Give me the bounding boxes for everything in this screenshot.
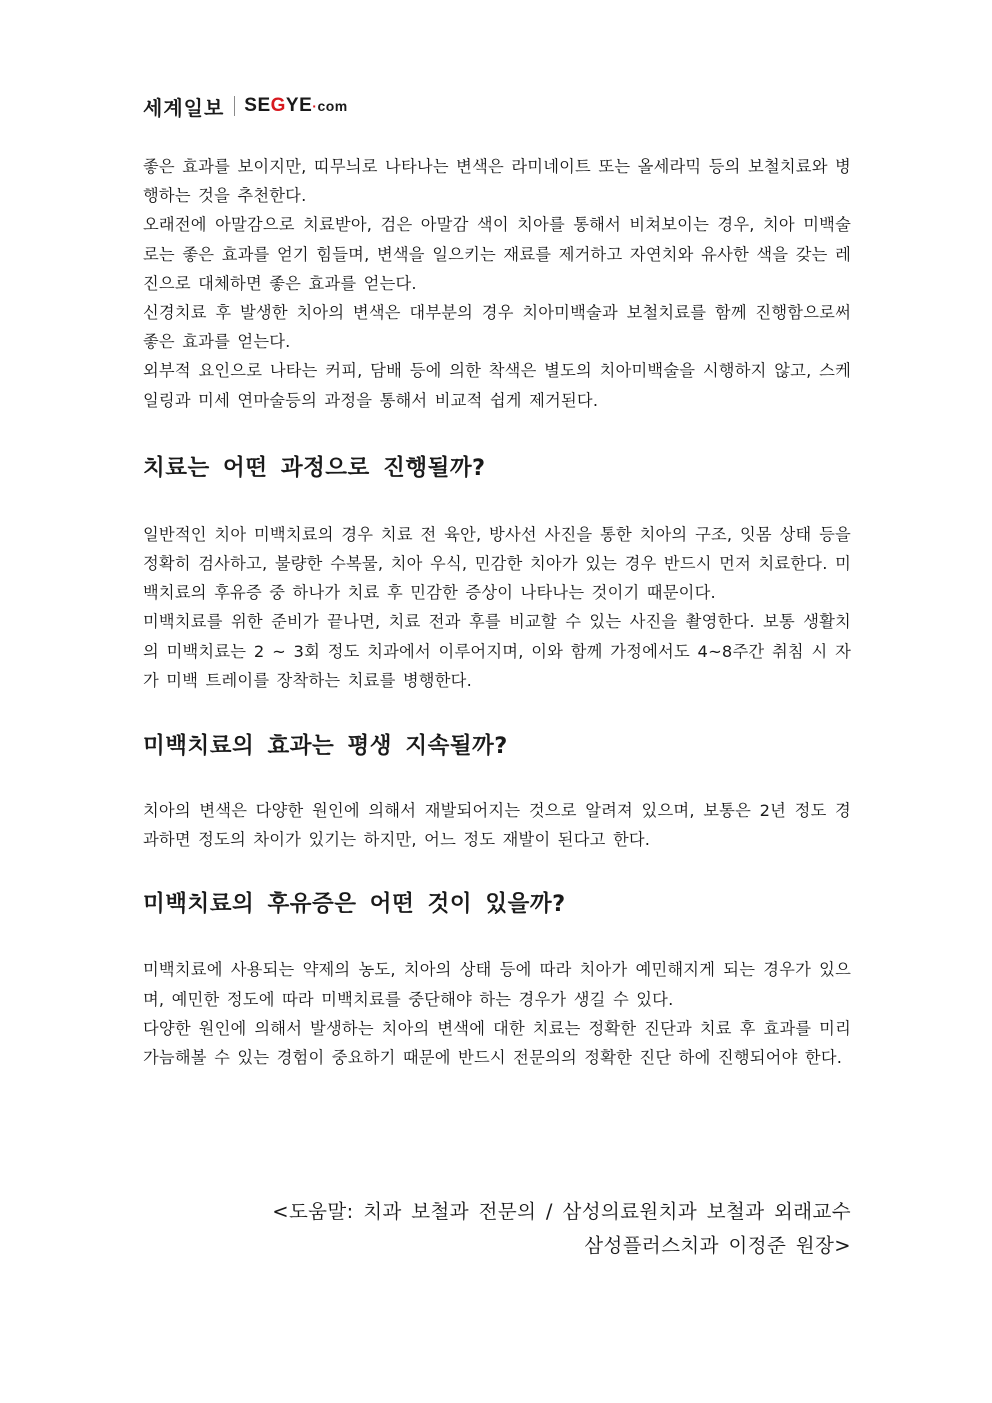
- intro-paragraph: 외부적 요인으로 나타는 커피, 담배 등에 의한 착색은 별도의 치아미백술을 시행하지 않고, 스케일링과 미세 연마술등의 과정을 통해서 비교적 쉽게 제거된다.: [143, 361, 851, 410]
- section-paragraph: 미백치료를 위한 준비가 끝나면, 치료 전과 후를 비교할 수 있는 사진을 촬영한다. 보통 생활치의 미백치료는 2 ~ 3회 정도 치과에서 이루어지며, 이와 함께 가정에서도 4~8주간 취침 시 자가 미백 트레이를 장착하는 치료를 병행한다.: [143, 612, 851, 690]
- logo-text-accent: G: [270, 95, 286, 116]
- logo-divider: [234, 96, 235, 116]
- expert-credit: [272, 1195, 851, 1263]
- article-body: [143, 152, 851, 1072]
- logo-text-suffix: YE: [285, 95, 313, 116]
- masthead-logo: [143, 90, 348, 122]
- section-paragraph: 다양한 원인에 의해서 발생하는 치아의 변색에 대한 치료는 정확한 진단과 치료 후 효과를 미리 가늠해볼 수 있는 경험이 중요하기 때문에 반드시 전문의의 정확한 진단 하에 진행되어야 한다.: [143, 1018, 851, 1068]
- logo-dot: ·: [312, 98, 318, 114]
- newspaper-name-english: [244, 95, 347, 117]
- logo-text-prefix: SE: [244, 95, 271, 116]
- section-paragraph: 미백치료에 사용되는 약제의 농도, 치아의 상태 등에 따라 치아가 예민해지게 되는 경우가 있으며, 예민한 정도에 따라 미백치료를 중단해야 하는 경우가 생길 수 있다.: [143, 960, 851, 1009]
- credit-line: <도움말: 치과 보철과 전문의 / 삼성의료원치과 보철과 외래교수: [272, 1200, 851, 1223]
- section-heading-side-effects: 미백치료의 후유증은 어떤 것이 있을까?: [143, 891, 566, 918]
- logo-domain: com: [317, 98, 348, 114]
- credit-line: 삼성플러스치과 이정준 원장>: [584, 1234, 851, 1257]
- section-paragraph: 치아의 변색은 다양한 원인에 의해서 재발되어지는 것으로 알려져 있으며, 보통은 2년 정도 경과하면 정도의 차이가 있기는 하지만, 어느 정도 재발이 된다고 한다.: [143, 801, 851, 850]
- section-heading-effect-duration: 미백치료의 효과는 평생 지속될까?: [143, 733, 508, 760]
- section-heading-treatment-process: 치료는 어떤 과정으로 진행될까?: [143, 454, 486, 481]
- newspaper-name-korean: 세계일보: [143, 95, 225, 120]
- section-paragraph: 일반적인 치아 미백치료의 경우 치료 전 육안, 방사선 사진을 통한 치아의 구조, 잇몸 상태 등을 정확히 검사하고, 불량한 수복물, 치아 우식, 민감한 치아가 있는 경우 반드시 먼저 치료한다. 미백치료의 후유증 중 하나가 치료 후 민감한 증상이 나타나는 것이기 때문이다.: [143, 524, 851, 603]
- intro-paragraph: 오래전에 아말감으로 치료받아, 검은 아말감 색이 치아를 통해서 비쳐보이는 경우, 치아 미백술로는 좋은 효과를 얻기 힘들며, 변색을 일으키는 재료를 제거하고 자연치와 유사한 색을 갖는 레진으로 대체하면 좋은 효과를 얻는다.: [143, 215, 851, 293]
- intro-paragraph: 좋은 효과를 보이지만, 띠무늬로 나타나는 변색은 라미네이트 또는 올세라믹 등의 보철치료와 병행하는 것을 추천한다.: [143, 157, 851, 206]
- intro-paragraph: 신경치료 후 발생한 치아의 변색은 대부분의 경우 치아미백술과 보철치료를 함께 진행함으로써 좋은 효과를 얻는다.: [143, 303, 851, 352]
